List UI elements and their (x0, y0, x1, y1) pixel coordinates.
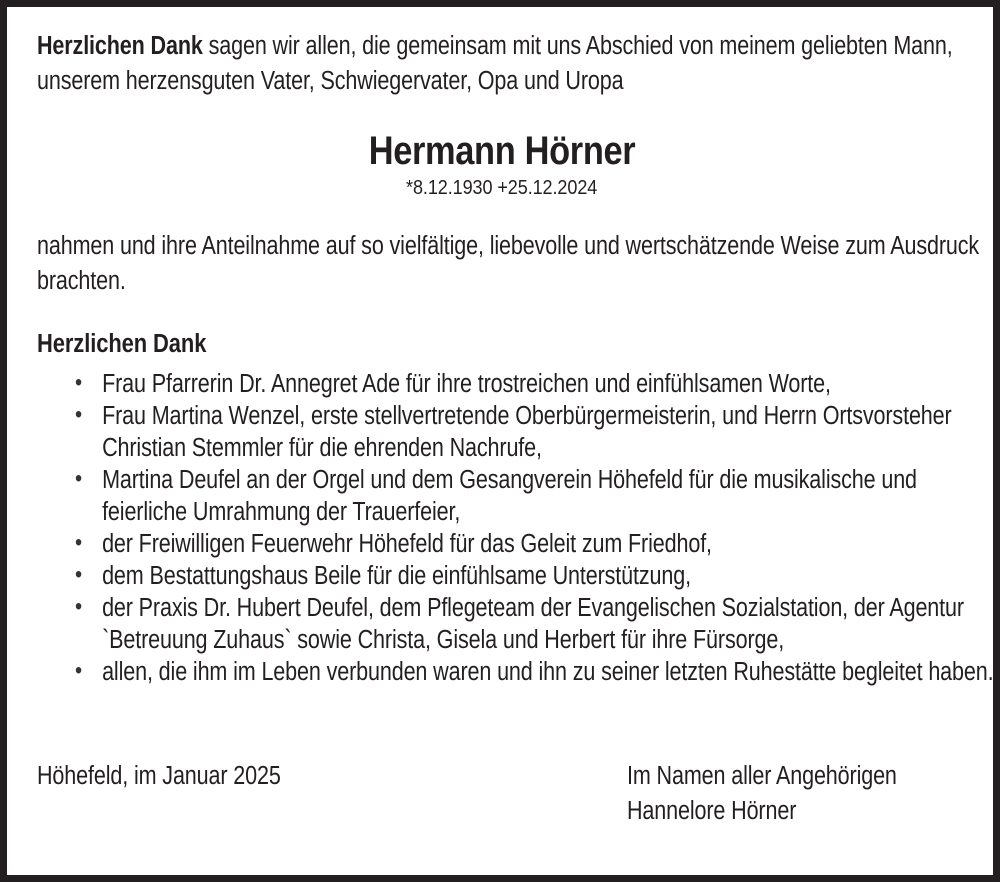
list-item: • dem Bestattungshaus Beile für die einfühlsame Unterstützung, (37, 560, 1000, 592)
footer-right-column (627, 759, 967, 829)
second-paragraph: nahmen und ihre Anteilnahme auf so vielfältige, liebevolle und wertschätzende Weise zum Ausdruck brachten. (37, 232, 980, 295)
deceased-dates: *8.12.1930 +25.12.2024 (406, 176, 598, 199)
list-item: • allen, die ihm im Leben verbunden waren und ihn zu seiner letzten Ruhestätte begleitet haben. (37, 656, 1000, 688)
footer (37, 759, 967, 829)
list-item: • der Praxis Dr. Hubert Deufel, dem Pflegeteam der Evangelischen Sozialstation, der Agentur `Betreuung Zuhaus` sowie Christa, Gisela und Herbert für ihre Fürsorge, (37, 592, 1000, 656)
list-item: • Martina Deufel an der Orgel und dem Gesangverein Höhefeld für die musikalische und feierliche Umrahmung der Trauerfeier, (37, 464, 1000, 528)
notice-inner (7, 7, 993, 875)
list-item: • Frau Pfarrerin Dr. Annegret Ade für ihre trostreichen und einfühlsamen Worte, (37, 368, 1000, 400)
list-item: • der Freiwilligen Feuerwehr Höhefeld für das Geleit zum Friedhof, (37, 528, 1000, 560)
list-item: • Frau Martina Wenzel, erste stellvertretende Oberbürgermeisterin, und Herrn Ortsvorsteher Christian Stemmler für die ehrenden Nachrufe, (37, 400, 1000, 464)
place-and-date: Höhefeld, im Januar 2025 (37, 762, 281, 790)
deceased-name: Hermann Hörner (368, 129, 636, 173)
intro-rest-text: sagen wir allen, die gemeinsam mit uns Abschied von meinem geliebten Mann, unserem herzensguten Vater, Schwiegervater, Opa und Uropa (37, 32, 953, 95)
deceased-name-block (37, 129, 967, 200)
intro-lead-bold: Herzlichen Dank (37, 32, 203, 60)
intro-paragraph (37, 29, 1000, 99)
signatory-name: Hannelore Hörner (627, 797, 797, 825)
footer-left-column (37, 759, 627, 794)
thanks-heading: Herzlichen Dank (37, 330, 207, 358)
on-behalf-of-line: Im Namen aller Angehörigen (627, 762, 897, 790)
thanks-list (37, 368, 1000, 688)
